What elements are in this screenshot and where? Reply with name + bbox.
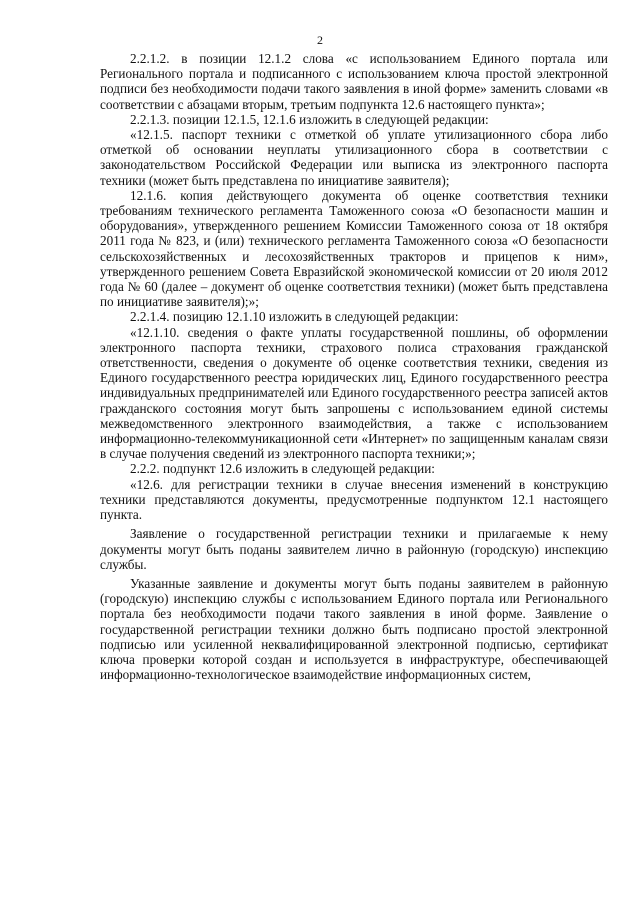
- paragraph-2-2-1-3: 2.2.1.3. позиции 12.1.5, 12.1.6 изложить в следующей редакции:: [130, 111, 489, 127]
- paragraph-2-2-1-4: 2.2.1.4. позицию 12.1.10 изложить в следующей редакции:: [130, 309, 459, 325]
- paragraph-12-1-6: 12.1.6. копия действующего документа об оценке соответствия техники требованиям технического регламента Таможенного союза «О безопасности машин и оборудования», утвержденного решением Комиссии Таможенного союза от 18 октября 2011 года № 823, и (или) технического регламента Таможенного союза «О безопасности сельскохозяйственных и лесохозяйственных тракторов и прицепов к ним», утвержденного решением Совета Евразийской экономической комиссии от 20 июля 2012 года № 60 (далее – документ об оценке соответствия техники) (может быть представлена по инициативе заявителя);»;: [100, 187, 608, 310]
- paragraph-12-1-5: «12.1.5. паспорт техники с отметкой об уплате утилизационного сбора либо отметкой об основании неуплаты утилизационного сбора в соответствии с законодательством Российской Федерации или выписка из электронного паспорта техники (может быть представлена по инициативе заявителя);: [100, 127, 608, 188]
- paragraph-2-2-1-2: 2.2.1.2. в позиции 12.1.2 слова «с использованием Единого портала или Регионального портала и подписанного с использованием ключа простой электронной подписи без необходимости подачи такого заявления в иной форме» заменить словами «в соответствии с абзацами вторым, третьим подпункта 12.6 настоящего пункта»;: [100, 51, 608, 112]
- paragraph-application-submission: Заявление о государственной регистрации техники и прилагаемые к нему документы могут быть поданы заявителем лично в районную (городскую) инспекцию службы.: [100, 526, 608, 572]
- paragraph-2-2-2: 2.2.2. подпункт 12.6 изложить в следующей редакции:: [130, 461, 435, 477]
- paragraph-12-6: «12.6. для регистрации техники в случае внесения изменений в конструкцию техники представляются документы, предусмотренные подпунктом 12.1 настоящего пункта.: [100, 476, 608, 523]
- page-number: 2: [317, 33, 323, 47]
- document-body: [100, 51, 608, 682]
- paragraph-electronic-submission: Указанные заявление и документы могут быть поданы заявителем в районную (городскую) инспекцию службы с использованием Единого портала или Регионального портала без необходимости подачи такого заявления в иной форме. Заявление о государственной регистрации техники должно быть подписано простой электронной подписью или усиленной неквалифицированной электронной подписью, сертификат ключа проверки которой создан и используется в инфраструктуре, обеспечивающей информационно-технологическое взаимодействие информационных систем,: [100, 575, 608, 683]
- paragraph-12-1-10: «12.1.10. сведения о факте уплаты государственной пошлины, об оформлении электронного паспорта техники, страхового полиса страхования гражданской ответственности, сведения о документе об оценке соответствия техники, сведения из Единого государственного реестра юридических лиц, Единого государственного реестра индивидуальных предпринимателей или Единого государственного реестра записей актов гражданского состояния могут быть запрошены с использованием единой системы межведомственного электронного взаимодействия, а также с использованием информационно-телекоммуникационной сети «Интернет» по защищенным каналам связи в случае получения сведений из электронного паспорта техники;»;: [100, 324, 608, 462]
